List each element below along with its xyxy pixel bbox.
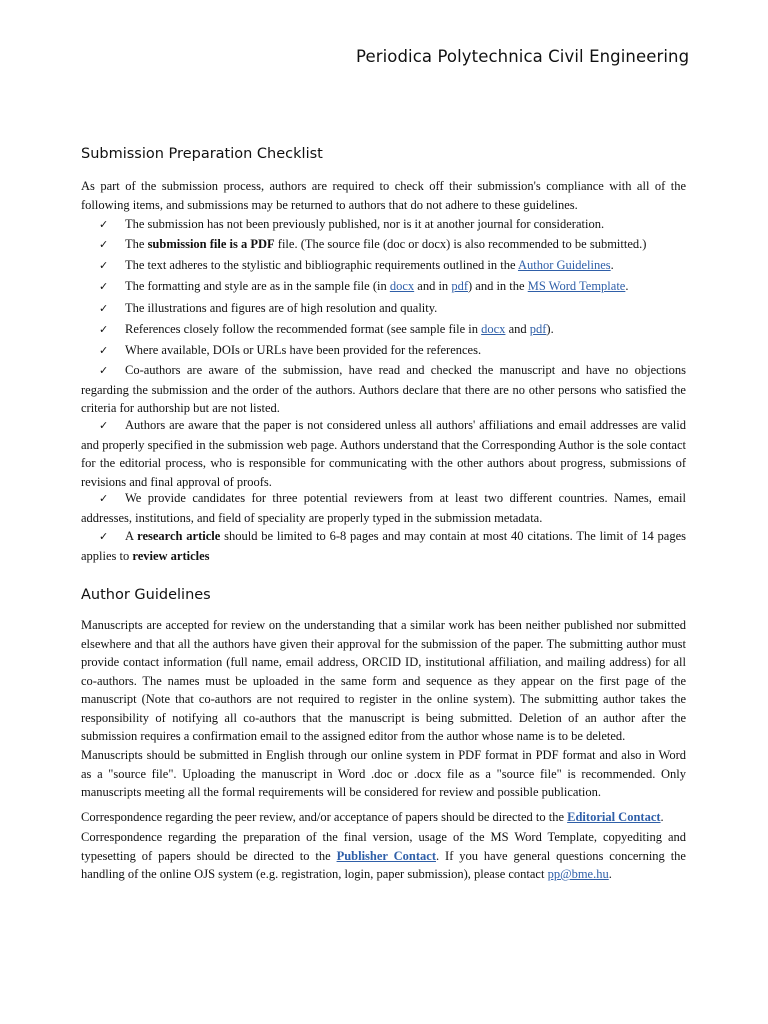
checkmark-icon: ✓ bbox=[99, 280, 109, 293]
author-guidelines-link[interactable]: Author Guidelines bbox=[517, 258, 611, 272]
checklist-item: ✓ We provide candidates for three potential reviewers from at least two different countries. Names, email addresses, institutions, and field of speciality are properly typed in the submission metadata. bbox=[81, 491, 686, 525]
checkmark-icon: ✓ bbox=[99, 302, 109, 315]
checkmark-icon: ✓ bbox=[99, 238, 109, 251]
guidelines-paragraph: Correspondence regarding the preparation of the final version, usage of the MS Word Template, copyediting and typesetting of papers should be directed to the Publisher Contact. If you have general questions concerning the handling of the online OJS system (e.g. registration, login, paper submission), please contact pp@bme.hu. bbox=[81, 830, 686, 881]
ms-word-template-link[interactable]: MS Word Template bbox=[527, 279, 626, 293]
sample-pdf-link[interactable]: pdf bbox=[451, 279, 468, 293]
sample-docx-link[interactable]: docx bbox=[389, 279, 415, 293]
guidelines-paragraph: Manuscripts are accepted for review on the understanding that a similar work has been neither published nor submitted elsewhere and that all the authors have given their approval for the submission of the paper. The submitting author must provide contact information (full name, email address, ORCID ID, institutional affiliation, and mailing address) for all co-authors. The names must be uploaded in the same form and sequence as they appear on the first page of the manuscript (Note that co-authors are not required to register in the online system). The submitting author takes the responsibility of notifying all co-authors that the manuscript is being submitted. Deletion of an author after the submission requires a confirmation email to the assigned editor from the author whose name is to be deleted. bbox=[81, 618, 686, 743]
checklist-item: ✓ Authors are aware that the paper is not considered unless all authors' affiliations and email addresses are valid and properly specified in the submission web page. Authors understand that the Corresponding Author is the sole contact for the editorial process, who is responsible for communicating with the other authors about progress, submissions of revisions and final approval of proofs. bbox=[81, 418, 686, 489]
checkmark-icon: ✓ bbox=[99, 323, 109, 336]
checklist-item: ✓ The formatting and style are as in the sample file (in docx and in pdf) and in the MS Word Template. bbox=[81, 277, 686, 297]
checkmark-icon: ✓ bbox=[99, 492, 109, 505]
checklist-heading: Submission Preparation Checklist bbox=[81, 146, 323, 162]
checkmark-icon: ✓ bbox=[99, 530, 109, 543]
reference-docx-link[interactable]: docx bbox=[481, 322, 506, 336]
publisher-contact-link[interactable]: Publisher Contact bbox=[336, 848, 436, 863]
email-link[interactable]: pp@bme.hu bbox=[547, 867, 609, 881]
guidelines-paragraph: Correspondence regarding the peer review, and/or acceptance of papers should be directed to the Editorial Contact. bbox=[81, 810, 664, 824]
checklist-item: ✓ The text adheres to the stylistic and bibliographic requirements outlined in the Author Guidelines. bbox=[81, 256, 686, 276]
checklist-item: ✓ A research article should be limited to 6-8 pages and may contain at most 40 citations. The limit of 14 pages applies to review articles bbox=[81, 529, 687, 563]
guidelines-paragraph: Manuscripts should be submitted in English through our online system in PDF format in PDF format and also in Word as a "source file". Uploading the manuscript in Word .doc or .docx file as a "source file" is recommended. Only manuscripts meeting all the formal requirements will be considered for review and possible publication. bbox=[81, 748, 686, 799]
checklist-item: ✓ The illustrations and figures are of high resolution and quality. bbox=[81, 299, 686, 319]
author-guidelines-heading: Author Guidelines bbox=[81, 587, 211, 603]
checklist-item: ✓ Co-authors are aware of the submission, have read and checked the manuscript and have no objections regarding the submission and the order of the authors. Authors declare that there are no other persons who satisfied the criteria for authorship but are not listed. bbox=[81, 363, 686, 415]
checkmark-icon: ✓ bbox=[99, 364, 109, 377]
checklist-item: ✓ The submission file is a PDF file. (The source file (doc or docx) is also recommended to be submitted.) bbox=[81, 235, 686, 255]
checkmark-icon: ✓ bbox=[99, 419, 109, 432]
checklist-item: ✓ References closely follow the recommended format (see sample file in docx and pdf). bbox=[81, 320, 686, 340]
checkmark-icon: ✓ bbox=[99, 344, 109, 357]
journal-title: Periodica Polytechnica Civil Engineering bbox=[356, 47, 690, 66]
checklist-item: ✓ Where available, DOIs or URLs have been provided for the references. bbox=[81, 341, 686, 361]
checklist-intro: As part of the submission process, authors are required to check off their submission's compliance with all of the following items, and submissions may be returned to authors that do not adhere to these guidelines. bbox=[81, 179, 686, 212]
reference-pdf-link[interactable]: pdf bbox=[529, 322, 547, 336]
editorial-contact-link[interactable]: Editorial Contact bbox=[567, 810, 661, 824]
checklist-item: ✓ The submission has not been previously published, nor is it at another journal for consideration. bbox=[81, 215, 686, 235]
checkmark-icon: ✓ bbox=[99, 218, 109, 231]
checkmark-icon: ✓ bbox=[99, 259, 109, 272]
